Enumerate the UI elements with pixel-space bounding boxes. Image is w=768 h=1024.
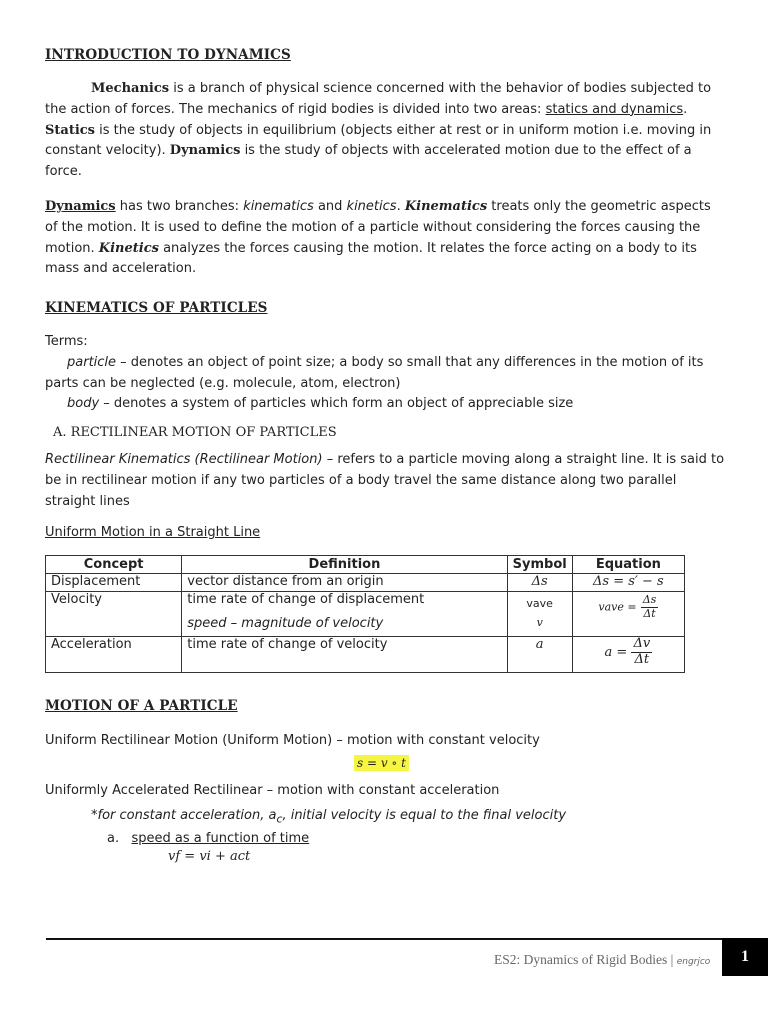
- cell-definition: speed – magnitude of velocity: [182, 616, 507, 637]
- cell-definition: vector distance from an origin: [182, 574, 507, 592]
- cell-concept: Acceleration: [46, 637, 182, 673]
- table-row: [46, 574, 685, 592]
- heading-motion-particle: MOTION OF A PARTICLE: [45, 698, 238, 714]
- col-header: Equation: [572, 556, 684, 574]
- list-item-a: a. speed as a function of time: [107, 831, 310, 846]
- uniform-motion-heading: Uniform Motion in a Straight Line: [45, 525, 261, 540]
- cell-equation: vave = $\frac{\Delta s}{\Delta t}$: [572, 592, 684, 637]
- cell-definition: time rate of change of velocity: [182, 637, 507, 673]
- section-a-heading: A. RECTILINEAR MOTION OF PARTICLES: [53, 425, 337, 440]
- term-dynamics: Dynamics: [169, 143, 241, 159]
- cell-symbol: vave: [507, 592, 572, 617]
- formula-s-vt: s = v ∘ t: [354, 756, 409, 770]
- cell-symbol: v: [507, 616, 572, 637]
- heading-kinematics: KINEMATICS OF PARTICLES: [45, 300, 268, 316]
- paragraph-mechanics: Mechanics is a branch of physical science concerned with the behavior of bodies subjected to the action of forces. The mechanics of rigid bodies is divided into two areas: statics and dynamics. Statics is the study of objects in equilibrium (objects either at rest or in uniform motion i.e. moving in constant velocity). Dynamics is the study of objects with accelerated motion due to the effect of a force.: [45, 81, 712, 180]
- term-kinematics: Kinematics: [404, 199, 488, 214]
- heading-introduction: INTRODUCTION TO DYNAMICS: [45, 47, 291, 63]
- table-header-row: [46, 556, 685, 574]
- col-header: Definition: [182, 556, 507, 574]
- cell-concept: Displacement: [46, 574, 182, 592]
- constant-accel-note: *for constant acceleration, $a_c$, initial velocity is equal to the final velocity: [91, 808, 567, 826]
- col-header: Symbol: [507, 556, 572, 574]
- paragraph-rectilinear: Rectilinear Kinematics (Rectilinear Motion) – refers to a particle moving along a straight line. It is said to be in rectilinear motion if any two particles of a body travel the same distance along two parallel straight lines: [45, 452, 725, 509]
- table-row: [46, 637, 685, 673]
- term-rectilinear: Rectilinear Kinematics (Rectilinear Motion): [45, 452, 323, 467]
- term-particle: particle – denotes an object of point size; a body so small that any differences in the motion of its parts can be neglected (e.g. molecule, atom, electron): [45, 354, 704, 391]
- col-header: Concept: [46, 556, 182, 574]
- terms-block: [45, 332, 725, 415]
- term-mechanics: Mechanics: [91, 81, 170, 96]
- cell-symbol: Δs: [507, 574, 572, 592]
- cell-concept: Velocity: [46, 592, 182, 637]
- cell-definition: time rate of change of displacement: [182, 592, 507, 617]
- page-number: 1: [722, 938, 768, 976]
- kinematics-table: [45, 555, 685, 673]
- term-body: body – denotes a system of particles which form an object of appreciable size: [67, 396, 574, 412]
- footer-text: ES2: Dynamics of Rigid Bodies | engrjco: [494, 952, 711, 967]
- cell-equation: a = $\frac{\Delta v}{\Delta t}$: [572, 637, 684, 673]
- term-kinetics: Kinetics: [98, 240, 159, 256]
- cell-symbol: a: [507, 637, 572, 673]
- equation-vf: vf = vi + act: [168, 849, 251, 864]
- table-row: [46, 592, 685, 617]
- paragraph-branches: Dynamics has two branches: kinematics and kinetics. Kinematics treats only the geometric aspects of the motion. It is used to define the motion of a particle without considering the forces causing the motion. Kinetics analyzes the forces causing the motion. It relates the force acting on a body to its mass and acceleration.: [45, 199, 711, 277]
- uniform-rectilinear-text: Uniform Rectilinear Motion (Uniform Motion) – motion with constant velocity: [45, 733, 540, 748]
- terms-label: Terms:: [45, 334, 88, 349]
- cell-equation: Δs = s′ − s: [572, 574, 684, 592]
- term-dynamics-2: Dynamics: [45, 199, 116, 214]
- footer-rule: [46, 938, 722, 940]
- link-statics-dynamics: statics and dynamics: [545, 101, 684, 117]
- term-statics: Statics: [45, 122, 95, 138]
- uniformly-accelerated-text: Uniformly Accelerated Rectilinear – motion with constant acceleration: [45, 783, 500, 798]
